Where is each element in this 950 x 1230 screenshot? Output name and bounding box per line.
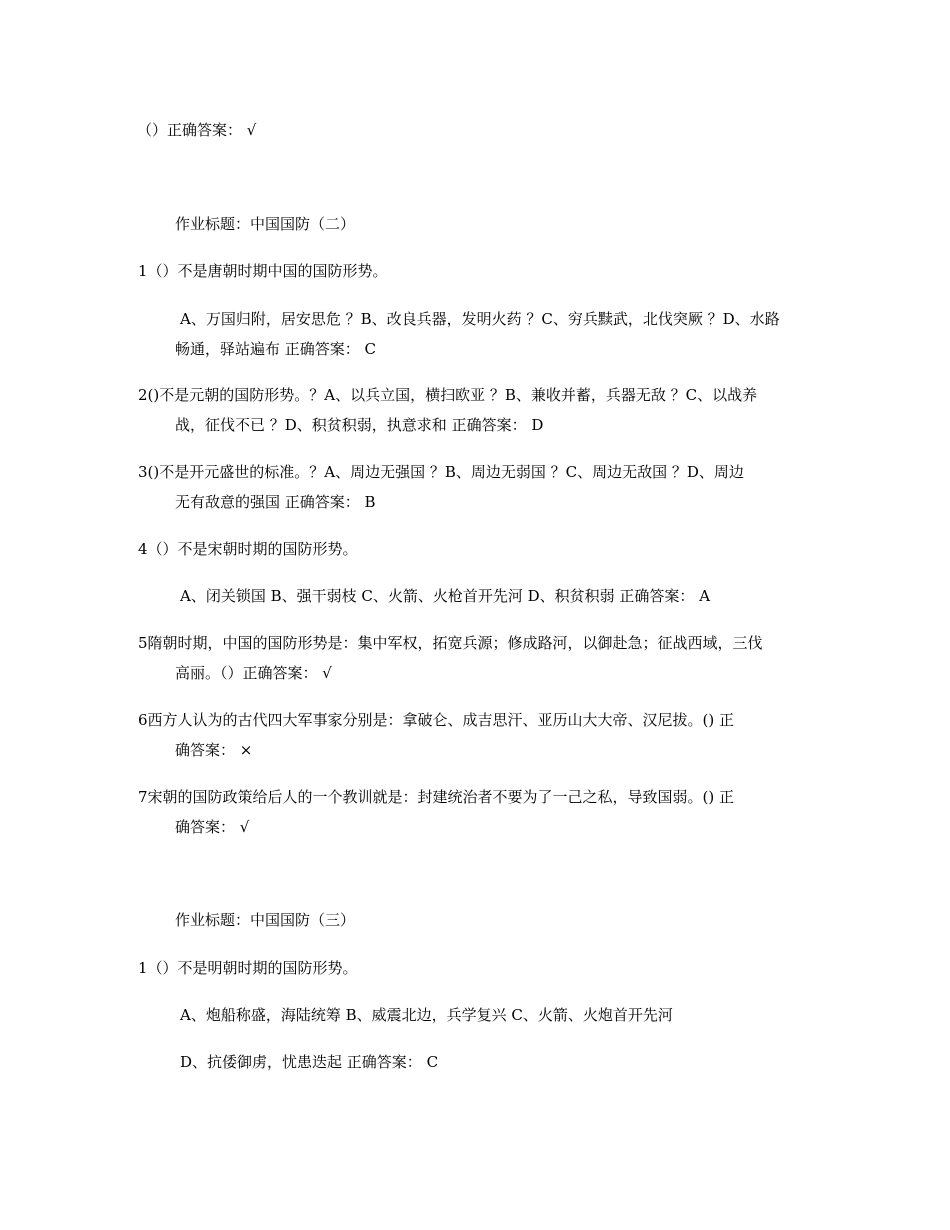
question-1-answer: D、抗倭御虏，忧患迭起 正确答案： C <box>180 1053 439 1071</box>
question-2: 2()不是元朝的国防形势。？A、以兵立国，横扫欧亚 ？B、兼收并蓄，兵器无敌 ？C、以战养 <box>138 386 758 404</box>
question-5-answer: 高丽。（）正确答案： √ <box>175 664 332 682</box>
question-6-answer: 确答案： × <box>175 741 253 759</box>
question-1: 1（）不是明朝时期的国防形势。 <box>138 959 358 977</box>
question-1-options: A、炮船称盛，海陆统筹 B、威震北边，兵学复兴 C、火箭、火炮首开先河 <box>180 1006 673 1024</box>
question-7: 7宋朝的国防政策给后人的一个教训就是：封建统治者不要为了一己之私，导致国弱。() 正 <box>138 788 735 806</box>
question-3: 3()不是开元盛世的标准。？A、周边无强国 ？B、周边无弱国 ？C、周边无敌国 ？D、周边 <box>138 463 744 481</box>
section-title: 作业标题：中国国防（三） <box>175 911 356 929</box>
question-6: 6西方人认为的古代四大军事家分别是：拿破仑、成吉思汗、亚历山大大帝、汉尼拔。() 正 <box>138 711 735 729</box>
question-5: 5隋朝时期，中国的国防形势是：集中军权，拓宽兵源；修成路河，以御赴急；征战西域，三伐 <box>138 634 763 652</box>
question-4: 4（）不是宋朝时期的国防形势。 <box>138 540 358 558</box>
answer-line: （）正确答案： √ <box>137 121 257 139</box>
question-1-options: A、万国归附，居安思危 ？B、改良兵器，发明火药 ？C、穷兵黩武，北伐突厥 ？D、水路 <box>180 310 780 328</box>
question-4-options: A、闭关锁国 B、强干弱枝 C、火箭、火枪首开先河 D、积贫积弱 正确答案： A <box>180 587 711 605</box>
question-3-answer: 无有敌意的强国 正确答案： B <box>175 493 376 511</box>
section-title: 作业标题：中国国防（二） <box>175 215 356 233</box>
question-2-answer: 战，征伐不已 ？D、积贫积弱，执意求和 正确答案： D <box>175 416 544 434</box>
question-1-answer: 畅通，驿站遍布 正确答案： C <box>175 340 377 358</box>
question-1: 1（）不是唐朝时期中国的国防形势。 <box>138 262 388 280</box>
question-7-answer: 确答案： √ <box>175 818 250 836</box>
